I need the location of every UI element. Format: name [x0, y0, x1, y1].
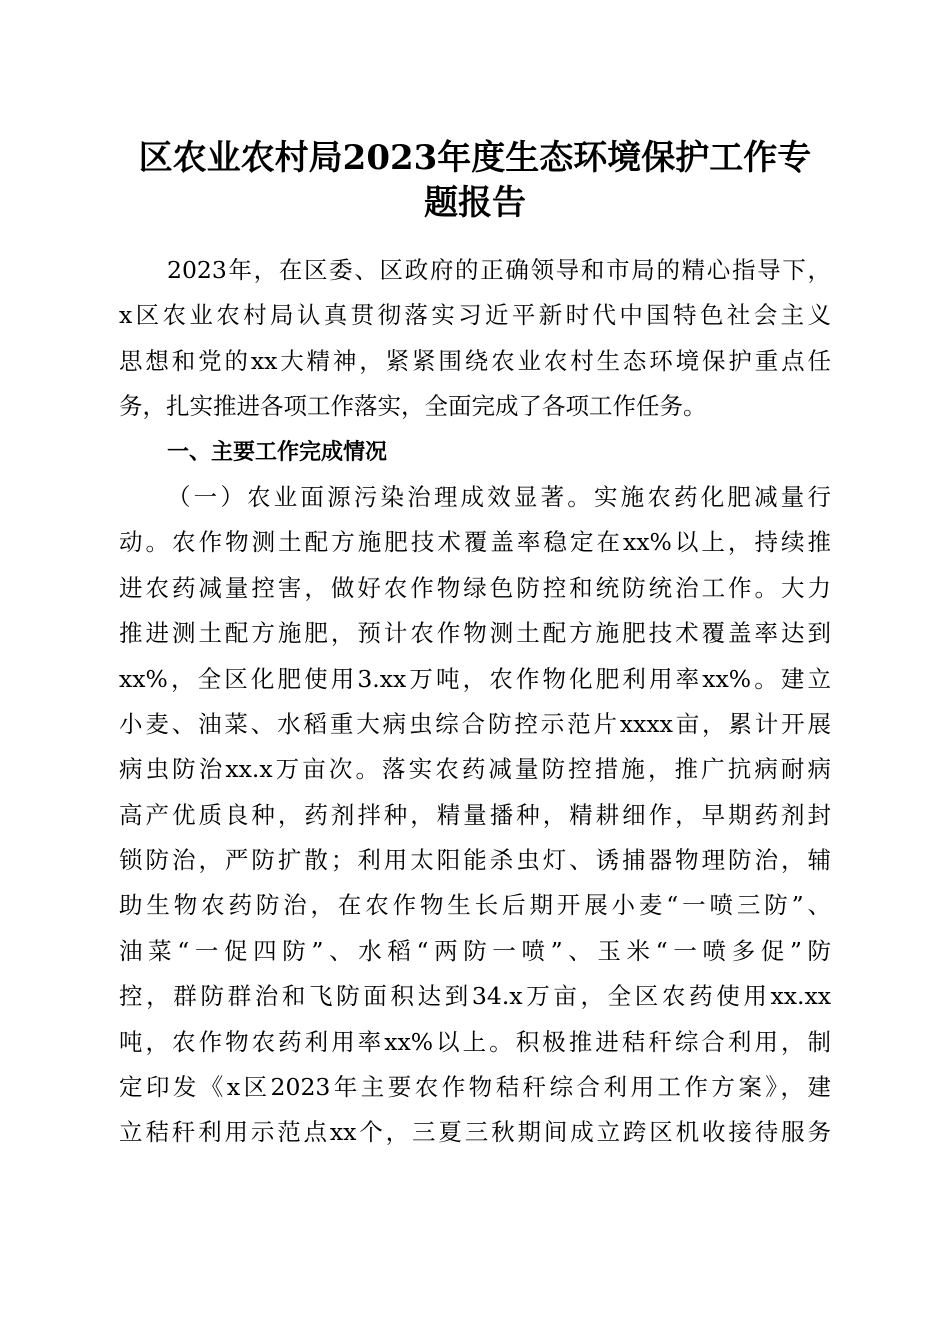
text-line: 吨，农作物农药利用率xx%以上。积极推进秸秆综合利用，制: [119, 1027, 831, 1056]
text-line: 油菜“一促四防”、水稻“两防一喷”、玉米“一喷多促”防: [119, 936, 831, 965]
text-line: 高产优质良种，药剂拌种，精量播种，精耕细作，早期药剂封: [119, 800, 831, 829]
text-line: 病虫防治xx.x万亩次。落实农药减量防控措施，推广抗病耐病: [119, 755, 831, 784]
text-line: 推进测土配方施肥，预计农作物测土配方施肥技术覆盖率达到: [119, 619, 831, 648]
text-line: 控，群防群治和飞防面积达到34.x万亩，全区农药使用xx.xx: [119, 982, 831, 1011]
document-body: [119, 248, 831, 1156]
text-line: 助生物农药防治，在农作物生长后期开展小麦“一喷三防”、: [119, 891, 831, 920]
text-line: 动。农作物测土配方施肥技术覆盖率稳定在xx%以上，持续推: [119, 528, 831, 557]
text-line: xx%，全区化肥使用3.xx万吨，农作物化肥利用率xx%。建立: [119, 664, 831, 693]
intro-paragraph: [119, 248, 831, 430]
text-line: 小麦、油菜、水稻重大病虫综合防控示范片xxxx亩，累计开展: [119, 709, 831, 738]
text-line: 2023年，在区委、区政府的正确领导和市局的精心指导下，: [167, 256, 831, 284]
text-line: 务，扎实推进各项工作落实，全面完成了各项工作任务。: [119, 392, 707, 421]
text-line: 定印发《x区2023年主要农作物秸秆综合利用工作方案》，建: [119, 1073, 831, 1102]
title-line: 题报告: [424, 183, 526, 223]
section-paragraph: [119, 475, 831, 1156]
text-line: 锁防治，严防扩散；利用太阳能杀虫灯、诱捕器物理防治，辅: [119, 846, 831, 875]
text-line: 思想和党的xx大精神，紧紧围绕农业农村生态环境保护重点任: [119, 346, 831, 375]
text-line: x区农业农村局认真贯彻落实习近平新时代中国特色社会主义: [119, 301, 831, 330]
document-title: [100, 136, 850, 226]
section-heading: 一、主要工作完成情况: [167, 439, 388, 465]
title-line: 区农业农村局2023年度生态环境保护工作专: [138, 138, 812, 178]
text-line: （一）农业面源污染治理成效显著。实施农药化肥减量行: [167, 482, 831, 511]
text-line: 立秸秆利用示范点xx个，三夏三秋期间成立跨区机收接待服务: [119, 1118, 831, 1147]
text-line: 进农药减量控害，做好农作物绿色防控和统防统治工作。大力: [119, 573, 831, 602]
